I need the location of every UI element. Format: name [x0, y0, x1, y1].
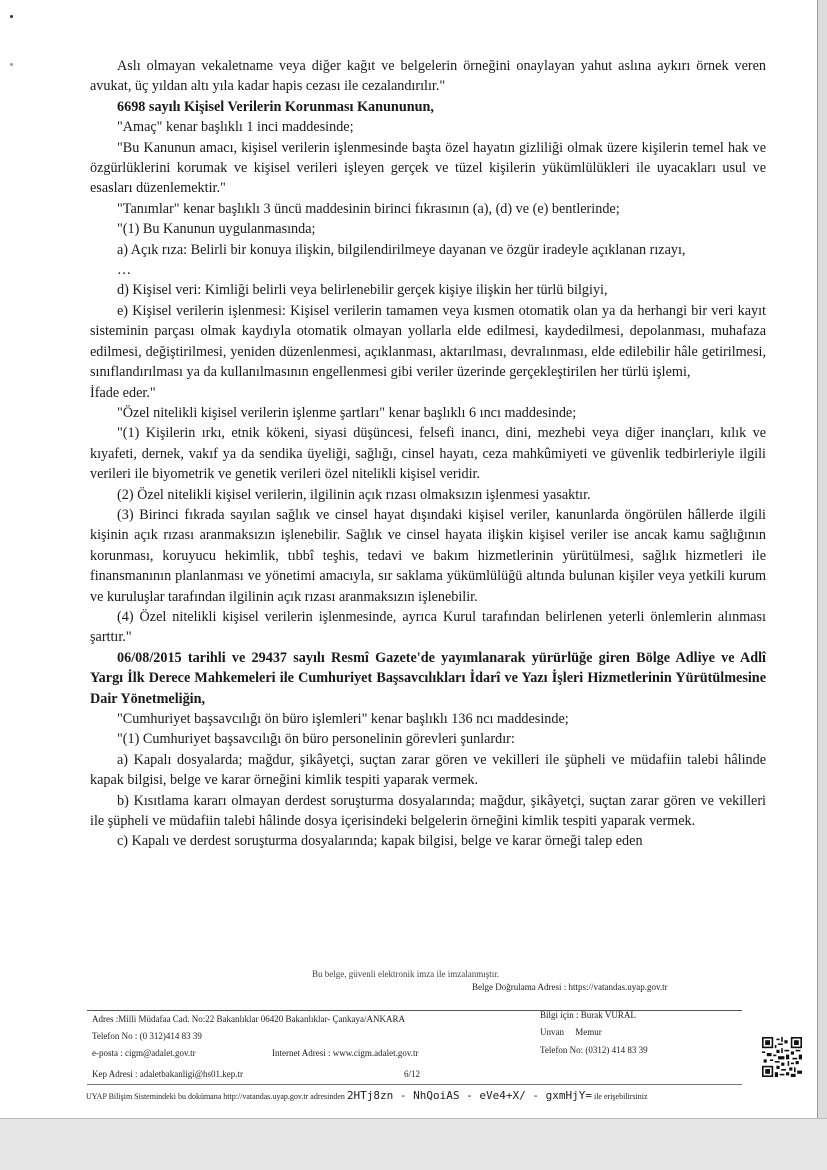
paragraph: a) Kapalı dosyalarda; mağdur, şikâyetçi, suçtan zarar gören ve vekilleri ile şüpheli ve müdafiin talebi hâlinde kapak bilgisi, belge ve karar örneğini kimlik tespiti yaparak vermek. — [90, 751, 766, 789]
paragraph: 6698 sayılı Kişisel Verilerin Korunması Kanununun, — [117, 98, 434, 115]
scan-mark-2 — [10, 63, 13, 66]
paragraph: "Cumhuriyet başsavcılığı ön büro işlemleri" kenar başlıklı 136 ncı maddesinde; — [117, 711, 569, 727]
page-number: 6/12 — [404, 1069, 421, 1079]
paragraph: d) Kişisel veri: Kimliği belirli veya belirlenebilir gerçek kişiye ilişkin her türlü bilgiyi, — [117, 282, 608, 299]
qr-code-icon — [762, 1037, 802, 1077]
paragraph: a) Açık rıza: Belirli bir konuya ilişkin, bilgilendirilmeye dayanan ve özgür iradeyle açıklanan rızayı, — [117, 241, 686, 258]
paragraph: "Bu Kanunun amacı, kişisel verilerin işlenmesinde başta özel hayatın gizliliği olmak üzere kişilerin temel hak ve özgürlüklerini korumak ve kişisel verileri işleyen gerçek ve tüzel kişilerin yükümlülükleri ile uyacakları usul ve esasları düzenlemektir." — [90, 139, 766, 197]
uyap-access-code: 2HTj8zn - NhQoiAS - eVe4+X/ - gxmHjY= — [346, 1089, 592, 1102]
footer-address: Adres :Milli Müdafaa Cad. No:22 Bakanlıklar 06420 Bakanlıklar- Çankaya/ANKARA — [92, 1014, 406, 1024]
uyap-prefix: UYAP Bilişim Sistemindeki bu dokümana http://vatandas.uyap.gov.tr adresinden — [86, 1092, 345, 1101]
paragraph: e) Kişisel verilerin işlenmesi: Kişisel verilerin tamamen veya kısmen otomatik olan ya da herhangi bir veri kayıt sisteminin parçası olmak kaydıyla otomatik olmayan yollarla elde edilmesi, kaydedilmesi, depolanması, muhafaza edilmesi, değiştirilmesi, yeniden düzenlenmesi, açıklanması, aktarılması, devralınması, elde edilebilir hâle getirilmesi, sınıflandırılması ya da kullanılmasının engellenmesi gibi veriler üzerinde gerçekleştirilen her türlü işlemi, — [90, 302, 766, 381]
scan-mark — [10, 15, 13, 18]
paragraph: (3) Birinci fıkrada sayılan sağlık ve cinsel hayat dışındaki kişisel veriler, kanunlarda öngörülen hâllerde ilgili kişinin açık rızası aranmaksızın işlenebilir. Sağlık ve cinsel hayata ilişkin kişisel veriler ise ancak kamu sağlığının korunması, koruyucu hekimlik, tıbbî teşhis, tedavi ve bakım hizmetlerinin yürütülmesi, sağlık hizmetleri ile finansmanının planlanması ve yönetimi amacıyla, sır saklama yükümlülüğü altında bulunan kişiler veya yetkili kurum ve kuruluşlar tarafından ilgilinin açık rızası aranmaksızın işlenebilir. — [90, 506, 766, 605]
paragraph: 06/08/2015 tarihli ve 29437 sayılı Resmî Gazete'de yayımlanarak yürürlüğe giren Bölge Adliye ve Adlî Yargı İlk Derece Mahkemeleri ile Cumhuriyet Başsavcılıkları İdarî ve Yazı İşleri Hizmetlerinin Yürütülmesine Dair Yönetmeliğin, — [90, 649, 766, 707]
footer-email: e-posta : cigm@adalet.gov.tr — [92, 1048, 196, 1058]
document-body — [90, 56, 766, 852]
footer-title: Unvan Memur — [540, 1027, 602, 1037]
paragraph: … — [117, 262, 132, 279]
paragraph: "Özel nitelikli kişisel verilerin işlenme şartları" kenar başlıklı 6 ıncı maddesinde; — [117, 404, 577, 421]
footer-info-contact: Bilgi için : Burak VURAL — [540, 1010, 636, 1020]
paragraph: (2) Özel nitelikli kişisel verilerin, ilgilinin açık rızası olmaksızın işlenmesi yasaktır. — [117, 486, 591, 503]
footer-kep: Kep Adresi : adaletbakanligi@hs01.kep.tr — [92, 1069, 244, 1079]
footer-phone: Telefon No : (0 312)414 83 39 — [92, 1031, 202, 1041]
footer-info-phone: Telefon No: (0312) 414 83 39 — [540, 1045, 648, 1055]
verification-address: Belge Doğrulama Adresi : https://vatandas.uyap.gov.tr — [472, 982, 668, 992]
paragraph: "Amaç" kenar başlıklı 1 inci maddesinde; — [117, 119, 354, 136]
paragraph: b) Kısıtlama kararı olmayan derdest soruşturma dosyalarında; mağdur, şikâyetçi, suçtan zarar gören ve vekilleri ile şüpheli ve müdafiin talebi hâlinde dosya içerisindeki belgelerin örneğini kimlik tespiti yaparak vermek. — [90, 792, 766, 830]
paragraph: "(1) Kişilerin ırkı, etnik kökeni, siyasi düşüncesi, felsefi inancı, dini, mezhebi veya diğer inançları, kılık ve kıyafeti, dernek, vakıf ya da sendika üyeliği, sağlığı, cinsel hayatı, ceza mahkûmiyeti ve güvenlik tedbirleriyle ilgili verileri ile biyometrik ve genetik verileri özel nitelikli kişisel veridir. — [90, 425, 766, 483]
paragraph: "Tanımlar" kenar başlıklı 3 üncü maddesinin birinci fıkrasının (a), (d) ve (e) bentlerinde; — [117, 200, 620, 217]
footer-internet: Internet Adresi : www.cigm.adalet.gov.tr — [272, 1048, 419, 1058]
paragraph: "(1) Bu Kanunun uygulanmasında; — [117, 221, 316, 238]
signature-note: Bu belge, güvenli elektronik imza ile imzalanmıştır. — [312, 969, 499, 979]
scan-bottom-band — [0, 1118, 827, 1170]
page-edge — [817, 0, 827, 1118]
paragraph: İfade eder." — [90, 384, 156, 401]
footer-divider-2 — [87, 1084, 742, 1085]
paragraph: (4) Özel nitelikli kişisel verilerin işlenmesinde, ayrıca Kurul tarafından belirlenen yeterli önlemlerin alınması şarttır." — [90, 608, 766, 646]
paragraph: Aslı olmayan vekaletname veya diğer kağıt ve belgelerin örneğini onaylayan yahut aslına aykırı örnek veren avukat, üç yıldan altı yıla kadar hapis cezası ile cezalandırılır." — [90, 58, 766, 95]
paragraph: c) Kapalı ve derdest soruşturma dosyalarında; kapak bilgisi, belge ve karar örneği talep eden — [117, 833, 643, 850]
paragraph: "(1) Cumhuriyet başsavcılığı ön büro personelinin görevleri şunlardır: — [117, 731, 515, 748]
footer-divider — [87, 1010, 742, 1011]
uyap-suffix: ile erişebilirsiniz — [593, 1092, 648, 1101]
uyap-access-note — [86, 1089, 648, 1102]
